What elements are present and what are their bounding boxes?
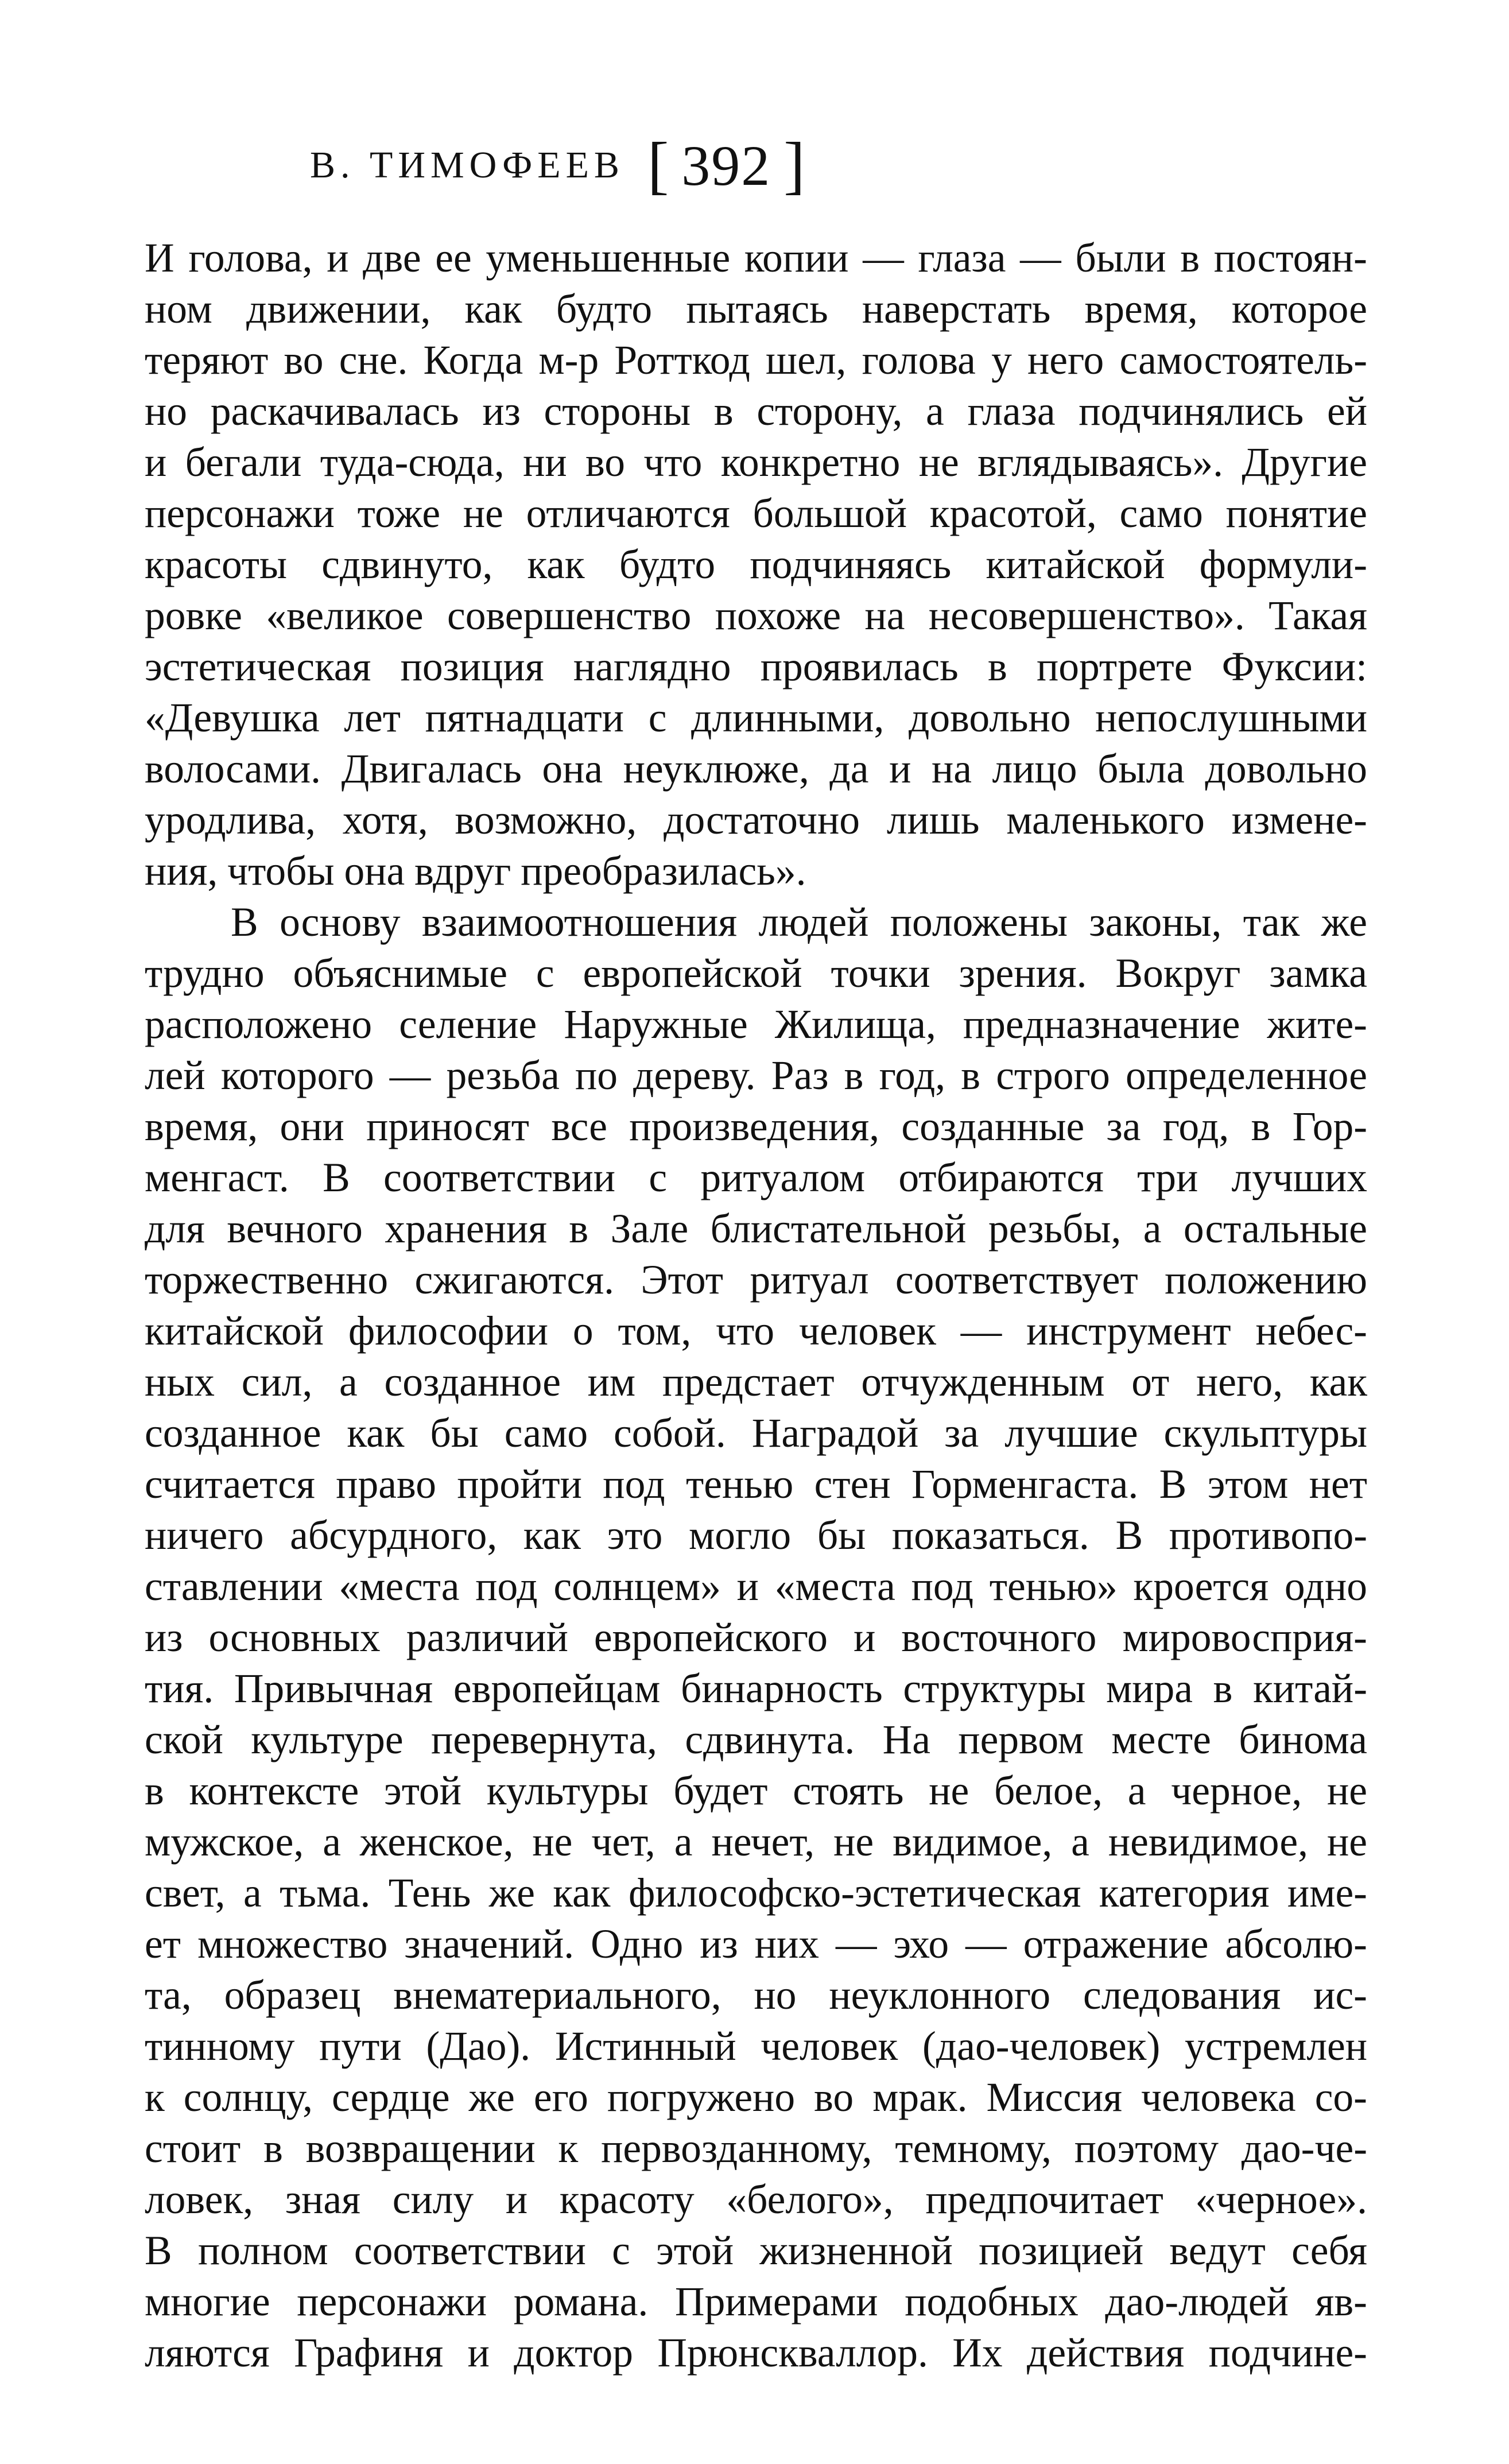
- text-line: ничего абсурдного, как это могло бы показаться. В противопо-: [145, 1513, 1367, 1558]
- text-line: ния, чтобы она вдруг преобразилась».: [145, 849, 806, 894]
- text-line: ставлении «места под солнцем» и «места под тенью» кроется одно: [145, 1564, 1367, 1609]
- text-line: время, они приносят все произведения, созданные за год, в Гор-: [145, 1104, 1367, 1149]
- text-line: свет, а тьма. Тень же как философско-эстетическая категория име-: [145, 1870, 1367, 1916]
- text-line: ных сил, а созданное им предстает отчужденным от него, как: [145, 1359, 1367, 1405]
- page-number-value: 392: [681, 133, 771, 197]
- folio-bracket-open: [: [647, 130, 669, 201]
- text-line: красоты сдвинуто, как будто подчиняясь китайской формули-: [145, 542, 1367, 587]
- text-line: ловек, зная силу и красоту «белого», предпочитает «черное».: [145, 2177, 1367, 2222]
- text-line: китайской философии о том, что человек — инструмент небес-: [145, 1308, 1367, 1354]
- text-line: волосами. Двигалась она неуклюже, да и на лицо была довольно: [145, 746, 1367, 792]
- folio-bracket-close: ]: [783, 130, 805, 201]
- text-line: эстетическая позиция наглядно проявилась в портрете Фуксии:: [145, 644, 1367, 689]
- text-line: лей которого — резьба по дереву. Раз в год, в строго определенное: [145, 1053, 1367, 1098]
- text-line: В полном соответствии с этой жизненной позицией ведут себя: [145, 2228, 1367, 2273]
- text-line: в контексте этой культуры будет стоять не белое, а черное, не: [145, 1768, 1367, 1814]
- text-line: стоит в возвращении к первозданному, темному, поэтому дао-че-: [145, 2126, 1367, 2171]
- text-line: ляются Графиня и доктор Прюнскваллор. Их действия подчине-: [145, 2330, 1367, 2376]
- paragraph-first-line: В основу взаимоотношения людей положены законы, так же: [231, 900, 1367, 945]
- text-line: для вечного хранения в Зале блистательной резьбы, а остальные: [145, 1206, 1367, 1252]
- text-line: ровке «великое совершенство похоже на несовершенство». Такая: [145, 593, 1367, 638]
- text-line: тия. Привычная европейцам бинарность структуры мира в китай-: [145, 1666, 1367, 1711]
- text-line: персонажи тоже не отличаются большой красотой, само понятие: [145, 491, 1367, 536]
- text-line: и бегали туда-сюда, ни во что конкретно не вглядываясь». Другие: [145, 440, 1367, 485]
- running-head: [310, 131, 805, 200]
- running-head-author: В. ТИМОФЕЕВ: [310, 144, 624, 186]
- text-line: теряют во сне. Когда м-р Ротткод шел, голова у него самостоятель-: [145, 338, 1367, 383]
- page-number: [647, 130, 805, 201]
- text-line: торжественно сжигаются. Этот ритуал соответствует положению: [145, 1257, 1367, 1303]
- text-line: уродлива, хотя, возможно, достаточно лишь маленького измене-: [145, 797, 1367, 843]
- text-line: но раскачивалась из стороны в сторону, а глаза подчинялись ей: [145, 389, 1367, 434]
- text-line: «Девушка лет пятнадцати с длинными, довольно непослушными: [145, 695, 1367, 741]
- text-line: тинному пути (Дао). Истинный человек (дао-человек) устремлен: [145, 2024, 1367, 2069]
- text-line: ской культуре перевернута, сдвинута. На первом месте бинома: [145, 1717, 1367, 1762]
- body-text: [145, 233, 1367, 2378]
- text-line: мужское, а женское, не чет, а нечет, не видимое, а невидимое, не: [145, 1819, 1367, 1865]
- text-line: та, образец внематериального, но неуклонного следования ис-: [145, 1973, 1367, 2018]
- text-line: многие персонажи романа. Примерами подобных дао-людей яв-: [145, 2279, 1367, 2324]
- text-line: трудно объяснимые с европейской точки зрения. Вокруг замка: [145, 951, 1367, 996]
- text-line: созданное как бы само собой. Наградой за лучшие скульптуры: [145, 1411, 1367, 1456]
- text-line: считается право пройти под тенью стен Горменгаста. В этом нет: [145, 1462, 1367, 1507]
- text-line: менгаст. В соответствии с ритуалом отбираются три лучших: [145, 1155, 1367, 1200]
- text-line: из основных различий европейского и восточного мировосприя-: [145, 1615, 1367, 1660]
- text-line: к солнцу, сердце же его погружено во мрак. Миссия человека со-: [145, 2075, 1367, 2120]
- text-line: ет множество значений. Одно из них — эхо — отражение абсолю-: [145, 1921, 1367, 1967]
- text-line: И голова, и две ее уменьшенные копии — глаза — были в постоян-: [145, 235, 1367, 281]
- text-line: ном движении, как будто пытаясь наверстать время, которое: [145, 286, 1367, 332]
- text-line: расположено селение Наружные Жилища, предназначение жите-: [145, 1002, 1367, 1047]
